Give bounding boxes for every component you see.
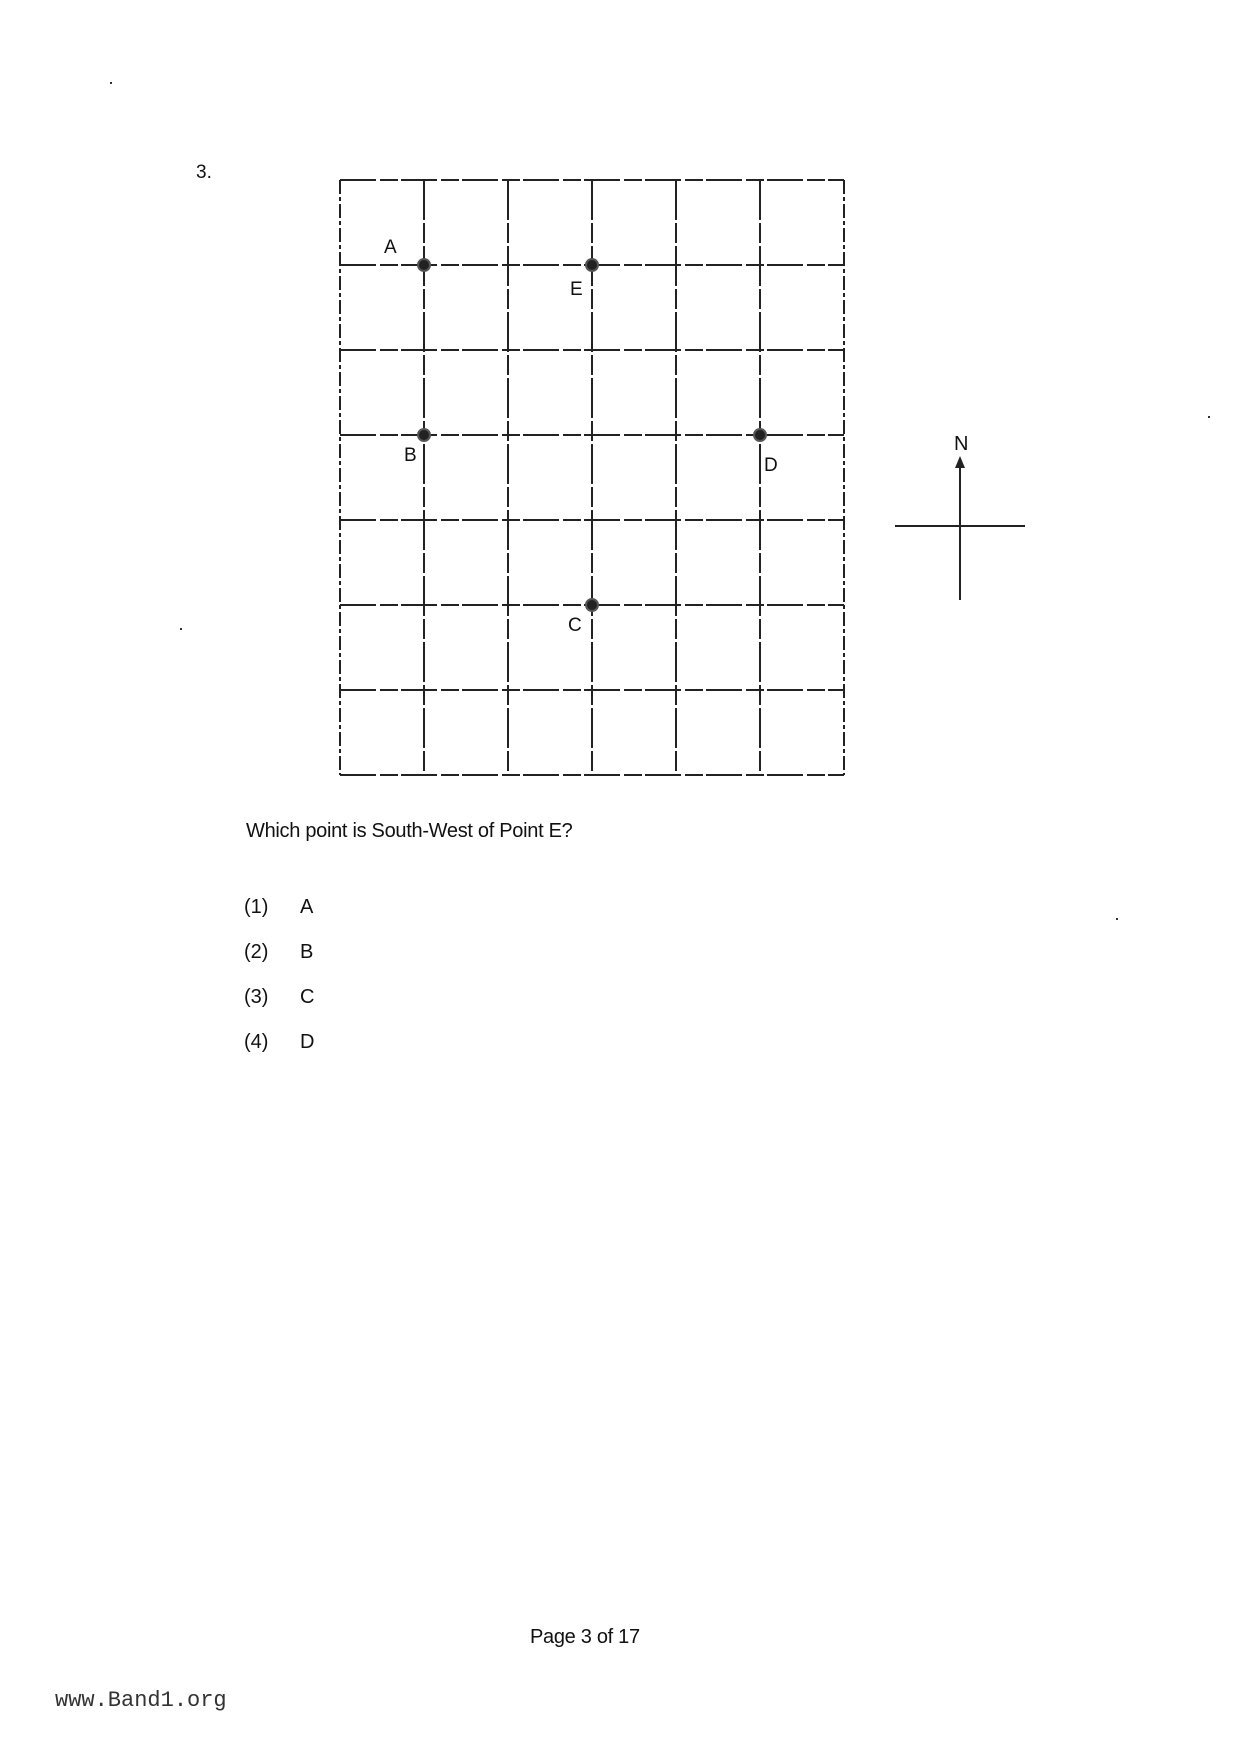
scan-speck xyxy=(180,628,182,630)
page-number: Page 3 of 17 xyxy=(530,1626,640,1648)
grid-point-label: A xyxy=(384,237,397,258)
option-1[interactable] xyxy=(244,896,314,941)
north-arrow-icon xyxy=(955,456,965,468)
grid-point-label: C xyxy=(568,615,582,636)
option-number: (3) xyxy=(244,986,269,1008)
grid-map xyxy=(320,160,860,800)
scan-speck xyxy=(110,82,112,84)
question-text: Which point is South-West of Point E? xyxy=(246,820,573,842)
option-number: (4) xyxy=(244,1031,269,1053)
question-number: 3. xyxy=(196,162,212,183)
watermark-url: www.Band1.org xyxy=(55,1688,227,1713)
option-label: A xyxy=(300,896,314,918)
grid-point-c xyxy=(586,599,598,611)
option-number: (1) xyxy=(244,896,269,918)
option-label: C xyxy=(300,986,315,1008)
option-label: D xyxy=(300,1031,315,1053)
option-2[interactable] xyxy=(244,941,314,986)
grid-point-b xyxy=(418,429,430,441)
grid-point-label: E xyxy=(570,279,583,300)
grid-point-a xyxy=(418,259,430,271)
scan-speck xyxy=(1116,918,1118,920)
grid-point-label: B xyxy=(404,445,417,466)
option-4[interactable] xyxy=(244,1031,314,1076)
compass-north-label: N xyxy=(954,433,969,455)
option-3[interactable] xyxy=(244,986,314,1031)
option-label: B xyxy=(300,941,314,963)
option-number: (2) xyxy=(244,941,269,963)
grid-point-e xyxy=(586,259,598,271)
grid-point-label: D xyxy=(764,455,778,476)
answer-options xyxy=(244,896,314,1076)
scan-speck xyxy=(1208,416,1210,418)
compass-north-indicator xyxy=(890,420,1030,610)
grid-point-d xyxy=(754,429,766,441)
